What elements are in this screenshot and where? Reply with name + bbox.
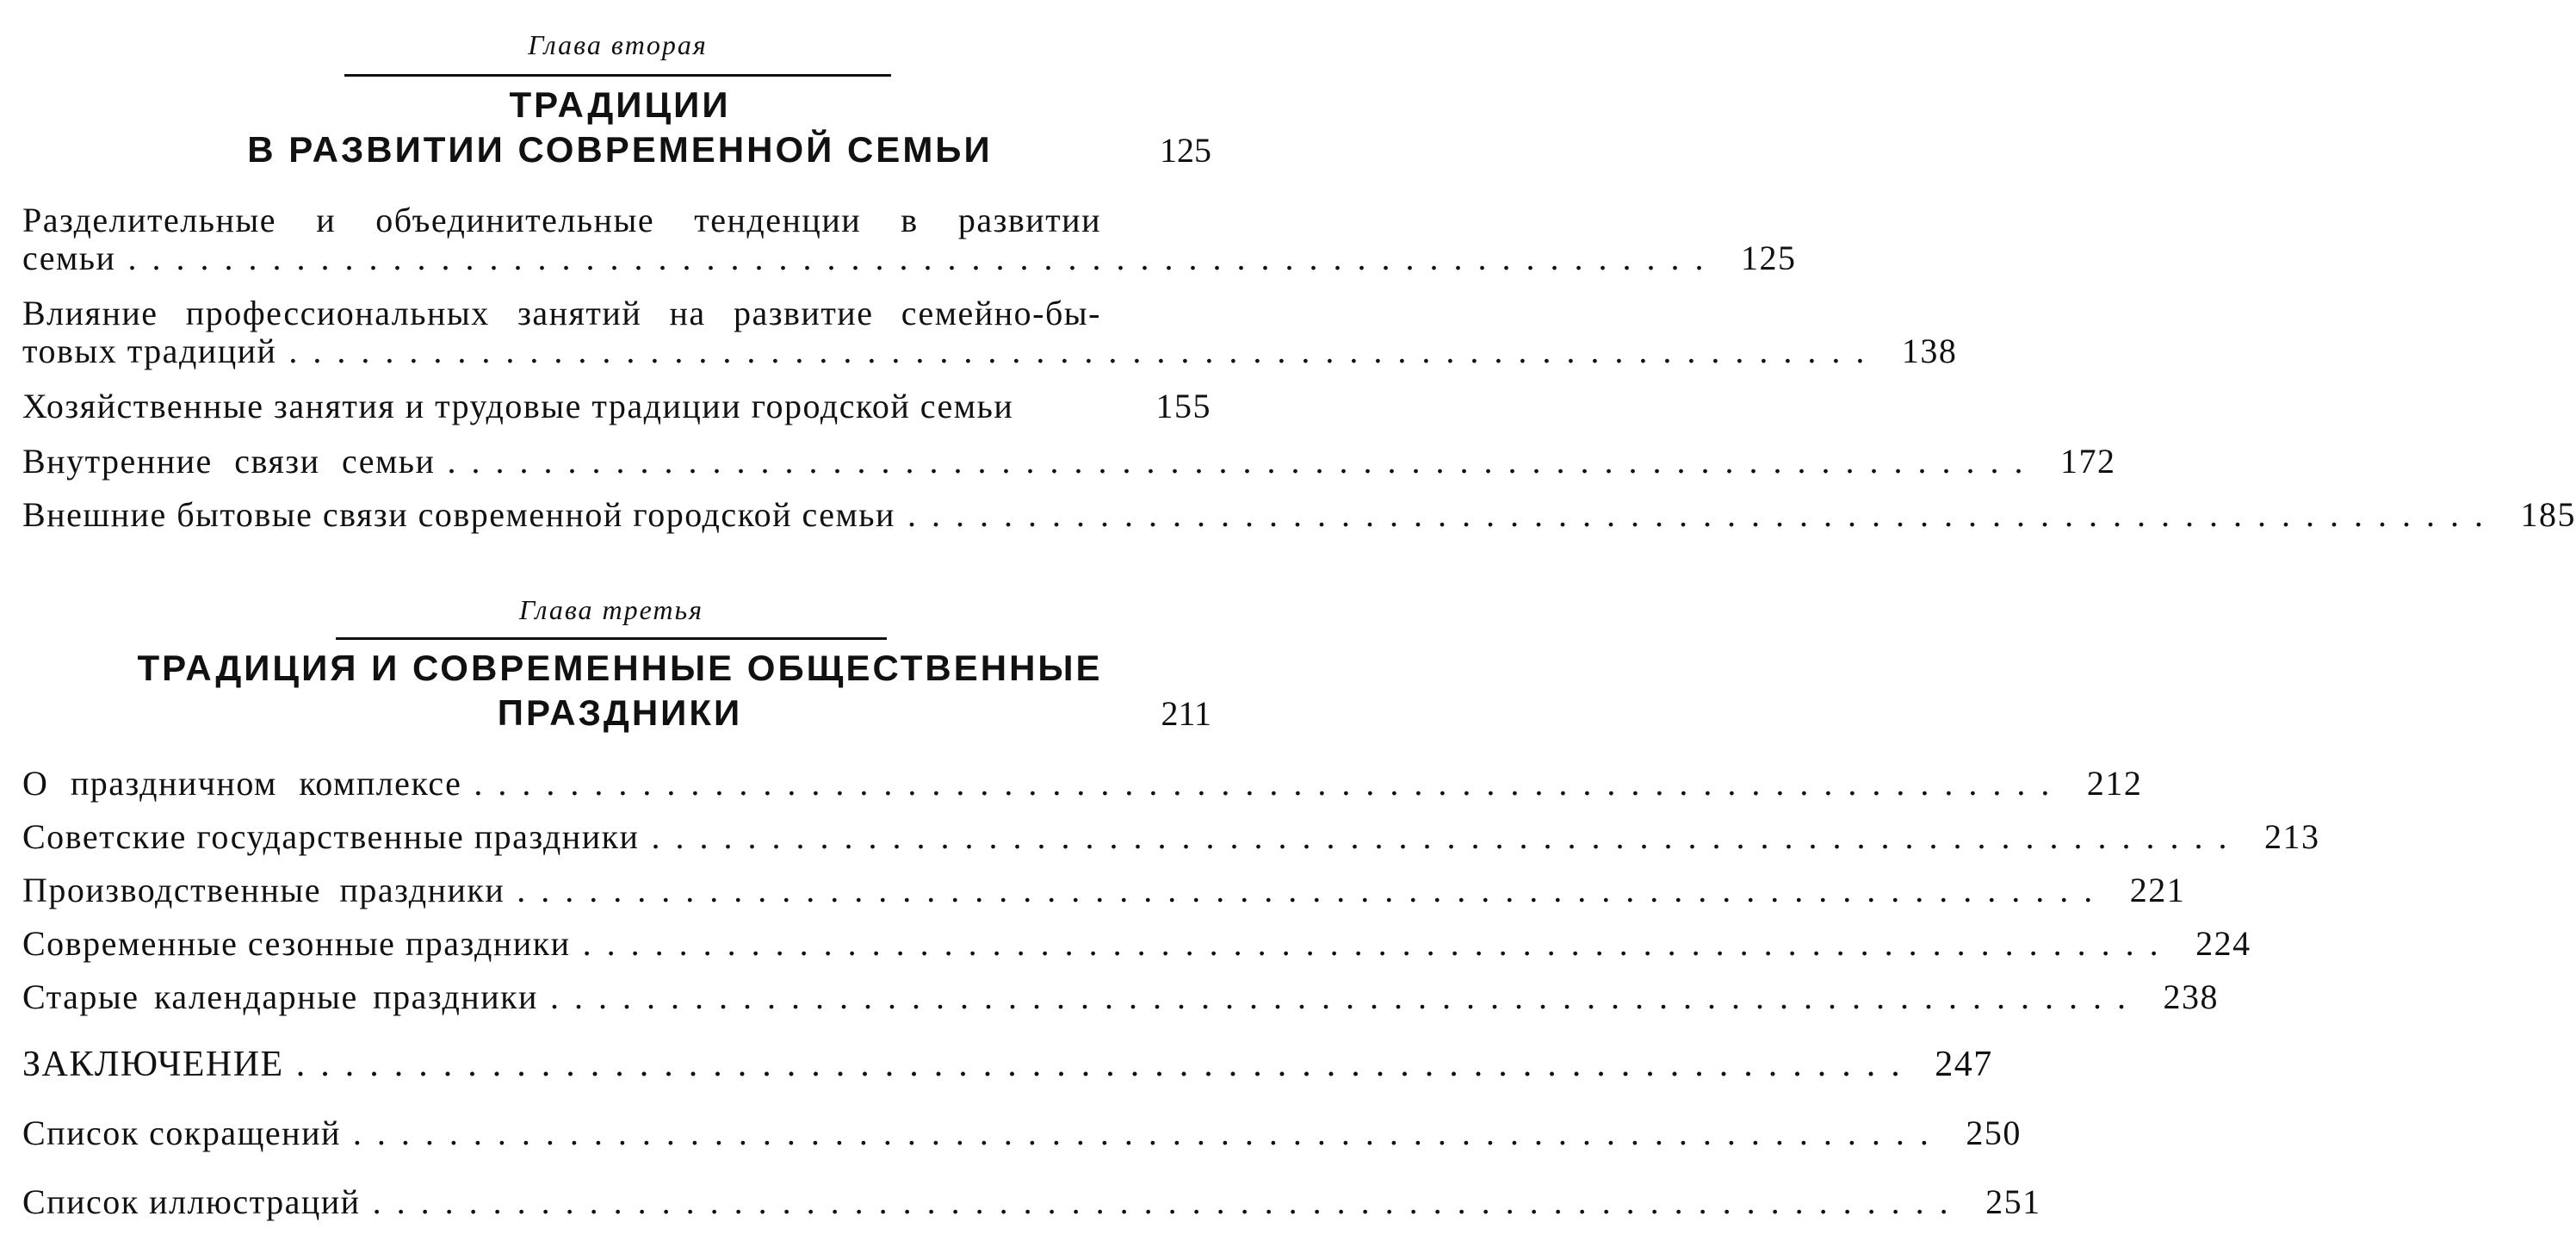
toc-entry-text: Список иллюстраций xyxy=(22,1182,361,1221)
toc-entry-page: 221 xyxy=(2129,871,2186,909)
toc-entry-3-4[interactable] xyxy=(22,924,2251,963)
toc-entry-2-3[interactable] xyxy=(22,388,1211,425)
dot-leader: .................................................................. xyxy=(372,1182,1964,1221)
toc-entry-page: 172 xyxy=(2059,442,2116,481)
chapter-2-page-number: 125 xyxy=(1160,131,1211,170)
toc-entry-2-2[interactable] xyxy=(22,294,1958,370)
chapter-3-heading-line-2: ПРАЗДНИКИ xyxy=(497,692,743,733)
toc-entry-conclusion[interactable] xyxy=(22,1045,1993,1084)
toc-entry-illustrations[interactable] xyxy=(22,1182,2041,1221)
toc-entry-text: товых традиций xyxy=(22,332,277,370)
dot-leader: .................................................................. xyxy=(907,495,2499,534)
toc-entry-text: Старые календарные праздники xyxy=(22,977,538,1016)
toc-entry-text: Производственные праздники xyxy=(22,871,505,909)
toc-entry-page: 251 xyxy=(1985,1182,2041,1221)
chapter-2-rule xyxy=(344,74,891,77)
toc-entry-page: 212 xyxy=(2086,764,2143,803)
dot-leader: .................................................................. xyxy=(352,1114,1944,1152)
toc-entry-3-5[interactable] xyxy=(22,977,2219,1016)
dot-leader: .................................................................. xyxy=(651,817,2243,856)
chapter-2-heading-line-1: ТРАДИЦИИ xyxy=(509,84,731,125)
toc-entry-page: 125 xyxy=(1740,239,1797,277)
toc-entry-2-5[interactable] xyxy=(22,495,2576,534)
chapter-3-page-number: 211 xyxy=(1161,694,1211,733)
toc-entry-2-4[interactable] xyxy=(22,442,2116,481)
toc-entry-text: Современные сезонные праздники xyxy=(22,924,571,963)
dot-leader: .................................................................. xyxy=(549,977,2141,1016)
toc-entry-text: Хозяйственные занятия и трудовые традиции городской семьи xyxy=(22,387,1014,425)
toc-entry-text-line-1: Влияние профессиональных занятий на развитие семейно-бы- xyxy=(22,294,1101,332)
toc-entry-page: 155 xyxy=(1155,387,1211,425)
toc-entry-page: 138 xyxy=(1901,332,1958,370)
chapter-3-heading-line-1: ТРАДИЦИЯ И СОВРЕМЕННЫЕ ОБЩЕСТВЕННЫЕ xyxy=(137,648,1103,688)
dot-leader: .................................................................. xyxy=(474,764,2065,803)
toc-entry-text: семьи xyxy=(22,239,116,277)
dot-leader: .................................................................. xyxy=(295,1045,1916,1084)
toc-entry-page: 250 xyxy=(1966,1114,2022,1152)
chapter-2-heading-line-2: В РАЗВИТИИ СОВРЕМЕННОЙ СЕМЬИ xyxy=(247,129,993,170)
toc-entry-2-1[interactable] xyxy=(22,201,1797,277)
toc-entry-text: Советские государственные праздники xyxy=(22,817,640,856)
toc-entry-page: 185 xyxy=(2520,495,2576,534)
dot-leader: .................................................................. xyxy=(582,924,2174,963)
toc-entry-text: Внутренние связи семьи xyxy=(22,442,436,481)
toc-entry-page: 213 xyxy=(2263,817,2320,856)
toc-entry-3-1[interactable] xyxy=(22,764,2143,803)
toc-entry-3-2[interactable] xyxy=(22,817,2320,856)
dot-leader: .................................................................. xyxy=(447,442,2039,481)
toc-entry-page: 224 xyxy=(2195,924,2251,963)
chapter-3-label: Глава третья xyxy=(519,594,703,625)
toc-entry-text: О праздничном комплексе xyxy=(22,764,462,803)
toc-entry-page: 238 xyxy=(2163,977,2219,1016)
dot-leader: .................................................................. xyxy=(127,239,1719,277)
toc-entry-3-3[interactable] xyxy=(22,871,2186,909)
chapter-3-rule xyxy=(336,637,887,640)
chapter-2-label: Глава вторая xyxy=(528,29,708,60)
dot-leader: .................................................................. xyxy=(517,871,2108,909)
dot-leader: .................................................................. xyxy=(288,332,1880,370)
toc-entry-text: Внешние бытовые связи современной городской семьи xyxy=(22,495,895,534)
toc-entry-text: Список сокращений xyxy=(22,1114,341,1152)
toc-entry-page: 247 xyxy=(1935,1045,1993,1084)
toc-entry-text: ЗАКЛЮЧЕНИЕ xyxy=(22,1045,284,1084)
toc-entry-abbreviations[interactable] xyxy=(22,1114,2022,1152)
toc-entry-text-line-1: Разделительные и объединительные тенденции в развитии xyxy=(22,201,1101,239)
